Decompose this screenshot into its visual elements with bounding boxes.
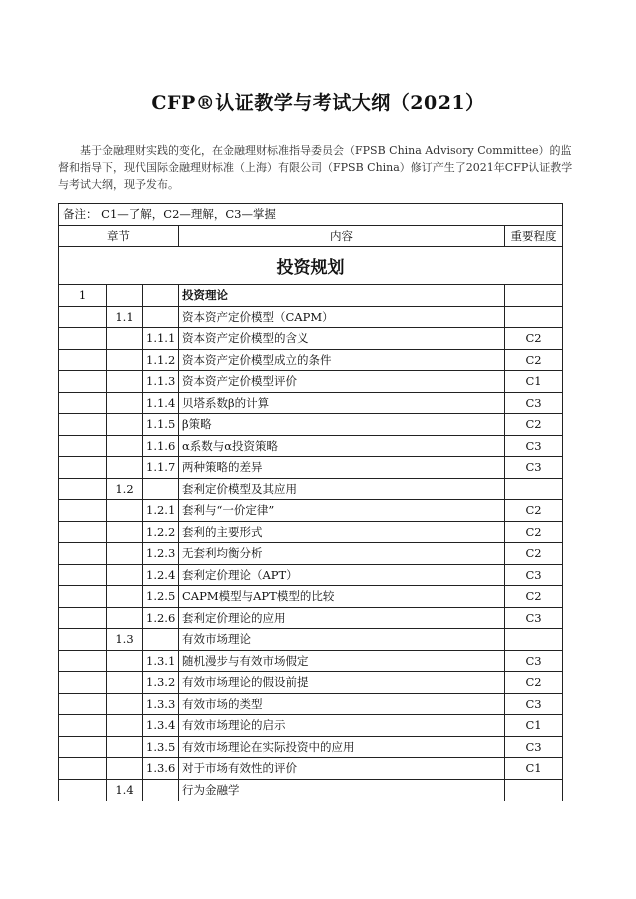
empty-cell (107, 435, 143, 457)
importance-level: C3 (505, 736, 563, 758)
table-row (59, 693, 563, 715)
importance-level (505, 779, 563, 801)
empty-cell (59, 607, 107, 629)
table-row (59, 521, 563, 543)
empty-cell (143, 629, 179, 651)
content-label: 随机漫步与有效市场假定 (179, 650, 505, 672)
importance-level: C2 (505, 521, 563, 543)
empty-cell (143, 306, 179, 328)
table-row (59, 758, 563, 780)
chapter-number: 1.1 (107, 306, 143, 328)
empty-cell (59, 478, 107, 500)
empty-cell (59, 693, 107, 715)
table-row (59, 435, 563, 457)
empty-cell (59, 392, 107, 414)
importance-level: C3 (505, 435, 563, 457)
empty-cell (59, 779, 107, 801)
content-label: 资本资产定价模型的含义 (179, 328, 505, 350)
empty-cell (107, 521, 143, 543)
chapter-number: 1.2.2 (143, 521, 179, 543)
chapter-number: 1.1.6 (143, 435, 179, 457)
chapter-number: 1.4 (107, 779, 143, 801)
empty-cell (59, 328, 107, 350)
empty-cell (59, 586, 107, 608)
section-title: 投资规划 (59, 247, 563, 285)
table-row (59, 629, 563, 651)
section-row (59, 247, 563, 285)
chapter-number: 1.3.5 (143, 736, 179, 758)
empty-cell (107, 500, 143, 522)
empty-cell (143, 478, 179, 500)
content-label: β策略 (179, 414, 505, 436)
content-label: 有效市场理论的假设前提 (179, 672, 505, 694)
importance-level: C2 (505, 586, 563, 608)
empty-cell (59, 629, 107, 651)
chapter-number: 1.3.3 (143, 693, 179, 715)
empty-cell (107, 607, 143, 629)
importance-level: C3 (505, 457, 563, 479)
importance-level: C2 (505, 500, 563, 522)
remark-row (59, 204, 563, 226)
empty-cell (107, 392, 143, 414)
chapter-number: 1.2.5 (143, 586, 179, 608)
empty-cell (143, 779, 179, 801)
content-label: 资本资产定价模型评价 (179, 371, 505, 393)
importance-level: C3 (505, 564, 563, 586)
header-row (59, 225, 563, 247)
header-chapter: 章节 (59, 225, 179, 247)
content-label: 套利定价理论（APT） (179, 564, 505, 586)
content-label: 套利定价模型及其应用 (179, 478, 505, 500)
chapter-number: 1.1.7 (143, 457, 179, 479)
chapter-number: 1.1.4 (143, 392, 179, 414)
importance-level (505, 285, 563, 307)
table-row (59, 672, 563, 694)
document-title: CFP®认证教学与考试大纲（2021） (151, 92, 485, 114)
chapter-number: 1.3.4 (143, 715, 179, 737)
chapter-number: 1.1.5 (143, 414, 179, 436)
importance-level: C2 (505, 672, 563, 694)
chapter-number: 1.1.3 (143, 371, 179, 393)
syllabus-table-body (59, 204, 563, 801)
empty-cell (59, 521, 107, 543)
empty-cell (59, 758, 107, 780)
empty-cell (107, 693, 143, 715)
table-row (59, 715, 563, 737)
importance-level (505, 306, 563, 328)
empty-cell (59, 306, 107, 328)
header-importance: 重要程度 (505, 225, 563, 247)
content-label: 两种策略的差异 (179, 457, 505, 479)
chapter-number: 1.3.6 (143, 758, 179, 780)
table-row (59, 478, 563, 500)
empty-cell (107, 543, 143, 565)
empty-cell (107, 457, 143, 479)
content-label: 套利的主要形式 (179, 521, 505, 543)
content-label: 有效市场的类型 (179, 693, 505, 715)
empty-cell (59, 564, 107, 586)
empty-cell (59, 414, 107, 436)
empty-cell (59, 435, 107, 457)
empty-cell (107, 672, 143, 694)
content-label: 对于市场有效性的评价 (179, 758, 505, 780)
table-row (59, 543, 563, 565)
chapter-number: 1.1.1 (143, 328, 179, 350)
intro-text: 基于金融理财实践的变化，在金融理财标准指导委员会（FPSB China Advisory Committee）的监督和指导下，现代国际金融理财标准（上海）有限公司（FPSB China）修订产生了2021年CFP认证教学与考试大纲，现予发布。 (58, 144, 573, 191)
chapter-number: 1.1.2 (143, 349, 179, 371)
content-label: 贝塔系数β的计算 (179, 392, 505, 414)
content-label: α系数与α投资策略 (179, 435, 505, 457)
importance-level (505, 629, 563, 651)
chapter-number: 1.2.6 (143, 607, 179, 629)
empty-cell (59, 349, 107, 371)
chapter-number: 1 (59, 285, 107, 307)
empty-cell (143, 285, 179, 307)
chapter-number: 1.3 (107, 629, 143, 651)
importance-level: C3 (505, 650, 563, 672)
chapter-number: 1.3.1 (143, 650, 179, 672)
table-row (59, 779, 563, 801)
empty-cell (107, 650, 143, 672)
importance-level: C1 (505, 371, 563, 393)
chapter-number: 1.2.3 (143, 543, 179, 565)
empty-cell (59, 543, 107, 565)
table-row (59, 306, 563, 328)
importance-level: C3 (505, 693, 563, 715)
table-row (59, 564, 563, 586)
empty-cell (59, 500, 107, 522)
table-row (59, 285, 563, 307)
header-content: 内容 (179, 225, 505, 247)
content-label: 套利定价理论的应用 (179, 607, 505, 629)
importance-level: C2 (505, 543, 563, 565)
table-row (59, 500, 563, 522)
table-row (59, 607, 563, 629)
empty-cell (107, 349, 143, 371)
importance-level: C3 (505, 392, 563, 414)
empty-cell (107, 414, 143, 436)
content-label: 无套利均衡分析 (179, 543, 505, 565)
importance-level: C1 (505, 715, 563, 737)
empty-cell (59, 371, 107, 393)
empty-cell (107, 715, 143, 737)
content-label: 投资理论 (179, 285, 505, 307)
empty-cell (107, 586, 143, 608)
importance-level: C1 (505, 758, 563, 780)
table-row (59, 736, 563, 758)
content-label: 资本资产定价模型（CAPM） (179, 306, 505, 328)
content-label: 有效市场理论 (179, 629, 505, 651)
empty-cell (59, 457, 107, 479)
table-row (59, 586, 563, 608)
table-row (59, 349, 563, 371)
syllabus-table (58, 203, 563, 801)
chapter-number: 1.3.2 (143, 672, 179, 694)
table-row (59, 457, 563, 479)
empty-cell (107, 564, 143, 586)
content-label: 行为金融学 (179, 779, 505, 801)
table-row (59, 371, 563, 393)
table-row (59, 328, 563, 350)
importance-level: C2 (505, 414, 563, 436)
content-label: 有效市场理论的启示 (179, 715, 505, 737)
remark-cell: 备注： C1—了解，C2—理解，C3—掌握 (59, 204, 563, 226)
empty-cell (107, 736, 143, 758)
chapter-number: 1.2.1 (143, 500, 179, 522)
empty-cell (107, 285, 143, 307)
empty-cell (107, 371, 143, 393)
importance-level: C2 (505, 349, 563, 371)
empty-cell (107, 328, 143, 350)
empty-cell (59, 672, 107, 694)
chapter-number: 1.2 (107, 478, 143, 500)
empty-cell (59, 650, 107, 672)
content-label: 有效市场理论在实际投资中的应用 (179, 736, 505, 758)
table-row (59, 414, 563, 436)
intro-paragraph (58, 142, 578, 193)
importance-level: C2 (505, 328, 563, 350)
table-row (59, 650, 563, 672)
empty-cell (107, 758, 143, 780)
importance-level: C3 (505, 607, 563, 629)
table-row (59, 392, 563, 414)
content-label: 资本资产定价模型成立的条件 (179, 349, 505, 371)
content-label: 套利与“一价定律” (179, 500, 505, 522)
empty-cell (59, 715, 107, 737)
content-label: CAPM模型与APT模型的比较 (179, 586, 505, 608)
chapter-number: 1.2.4 (143, 564, 179, 586)
importance-level (505, 478, 563, 500)
empty-cell (59, 736, 107, 758)
